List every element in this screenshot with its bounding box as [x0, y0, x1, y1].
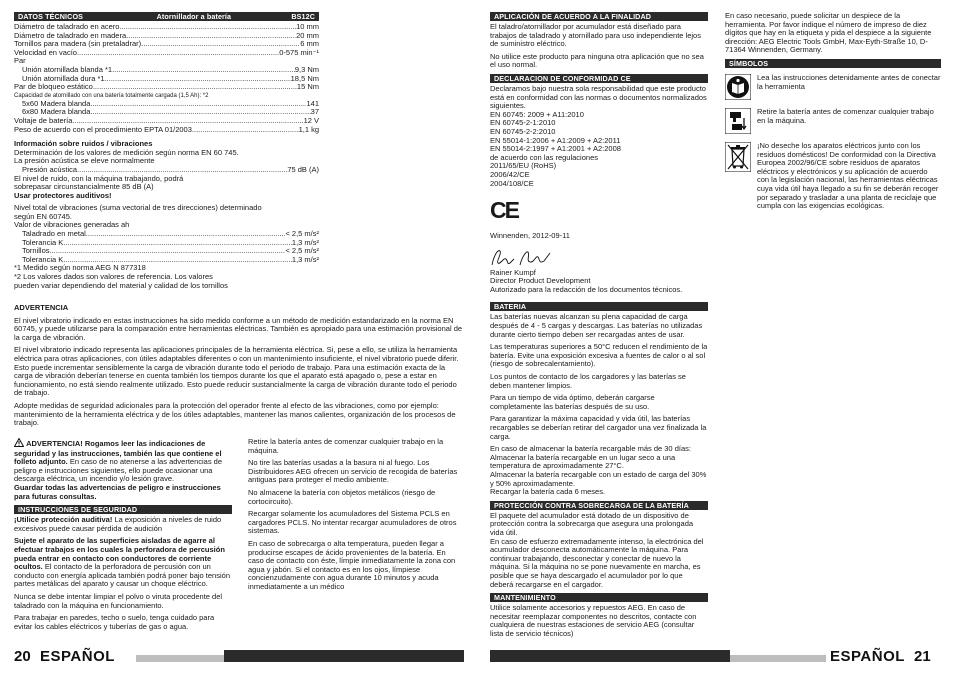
safety-paragraph: Sujete el aparato de las superficies aisladas de agarre al efectuar trabajos en los cuales la perforadora de percusión pueda entrar en contacto con conductores de corriente ocultos. El contacto de la perforadora de percusión con un conducto con energía aplicada también podrá poner bajo tensión partes metálicas del aparato y causar un choque eléctrico.	[14, 536, 230, 589]
spec-row: Peso de acuerdo con el procedimiento EPTA 01/2003 ..... 1,1 kg	[14, 126, 319, 135]
battery-paragraph: Almacenar la batería recargable en un lugar seco a una temperatura de aproximadamente 27°C.	[490, 452, 676, 471]
safety-paragraph: No almacene la batería con objetos metálicos (riesgo de cortocircuito).	[248, 487, 436, 506]
advice-title: ADVERTENCIA	[14, 303, 69, 312]
safety-paragraph: Para trabajar en paredes, techo o suelo, tenga cuidado para evitar los cables eléctricos y tuberías de gas o agua.	[14, 613, 215, 631]
advice-paragraph: El nivel vibratorio indicado representa las aplicaciones principales de la herramienta eléctrica. Si, pese a ello, se utiliza la herramienta eléctrica para otras aplicaciones, con útiles adaptables diferentes o con un mantenimiento insuficiente, el nivel vibratorio puede diferir. Esto puede incrementar sensiblemente la carga de vibración durante todo el periodo de trabajo. Para una estimación exacta de la carga de vibración deberían tenerse en cuenta también los tiempos durante los que el aparato está apagado o, pese a estar en funcionamiento, no está siendo realmente utilizado. Esto puede reducir sustancialmente la carga de vibración durante todo el periodo de trabajo.	[14, 345, 459, 398]
ce-mark: CE	[490, 197, 518, 224]
page-language: ESPAÑOL	[40, 648, 115, 665]
footnote: *2 Los valores dados son valores de referencia. Los valores pueden variar dependiendo del material y calidad de los tornillos	[14, 272, 228, 290]
application-header: APLICACIÓN DE ACUERDO A LA FINALIDAD	[490, 12, 708, 21]
signature	[490, 247, 708, 269]
noise-text: La presión acústica se eleve normalmente	[14, 156, 155, 166]
safety-column	[14, 438, 232, 635]
standard-line: EN 60745-2-2:2010	[490, 126, 556, 136]
safety-paragraph: No tire las baterías usadas a la basura ni al fuego. Los Distribuidores AEG ofrecen un servicio de recogida de baterías antiguas para proteger el medio ambiente.	[248, 458, 458, 485]
application-paragraph: El taladro/atornillador por acumulador está diseñado para trabajos de taladrado y atornillado para uso independiente lejos de suministro eléctrico.	[490, 22, 701, 49]
spec-row: Unión atornillada blanda *1 ..... 9,3 Nm	[14, 66, 319, 75]
signer-title: Director Product Development	[490, 276, 591, 286]
battery-header: BATERIA	[490, 302, 708, 311]
maintenance-paragraph: Utilice solamente accesorios y repuestos AEG. En caso de necesitar reemplazar componentes no descritos, contacte con cualquiera de nuestras estaciones de servicio AEG (consultar lista de servicio técnicos)	[490, 603, 697, 638]
maintenance-header: MANTENIMIENTO	[490, 593, 708, 602]
right-column-2	[725, 12, 941, 219]
tech-data-header: DATOS TÉCNICOS Atornillador a batería BS12C	[14, 12, 319, 21]
conformity-header: DECLARACION DE CONFORMIDAD CE	[490, 74, 708, 83]
symbol-description: ¡No deseche los aparatos eléctricos junto con los residuos domésticos! De conformidad con la Directiva Europea 2002/96/CE sobre residuos de aparatos eléctricos y electrónicos y su aplicación de acuerdo con la legislación nacional, las herramientas eléctricas cuya vida útil haya llegado a su fin se deberán recoger por separado y trasladar a una planta de reciclaje que cumpla con las exigencias ecológicas.	[757, 140, 939, 211]
spec-row: Taladrado en metal ..... < 2,5 m/s²	[14, 230, 319, 239]
spec-row: Diámetro de taladrado en madera ..... 20 mm	[14, 32, 319, 41]
spec-row: 5x60 Madera blanda ..... 141	[14, 100, 319, 109]
battery-paragraph: Los puntos de contacto de los cargadores y las baterías se deben mantener limpios.	[490, 372, 686, 390]
standard-line: de acuerdo con las regulaciones	[490, 152, 598, 162]
spec-row: Unión atornillada dura *1 ..... 18,5 Nm	[14, 75, 319, 84]
battery-paragraph: Para un tiempo de vida óptimo, deberán cargarse completamente las baterías después de su uso.	[490, 393, 655, 411]
advice-paragraph: El nivel vibratorio indicado en estas instrucciones ha sido medido conforme a un método de medición estandarizado en la norma EN 60745, y puede utilizarse para la comparación entre herramientas eléctricas. También es apropiado para una estimación provisional de la carga de vibración.	[14, 315, 463, 342]
footer-bar-dark	[224, 650, 464, 662]
symbol-row	[725, 142, 941, 211]
warning-block: ADVERTENCIA! Rogamos leer las indicaciones de seguridad y las instrucciones, también las que contiene el folleto adjunto. En caso de no atenerse a las advertencias de peligro e instrucciones siguientes, ello puede ocasionar una descarga eléctrica, un incendio y/o lesión grave. Guardar todas las advertencias de peligro e instrucciones para futuras consultas.	[14, 439, 223, 501]
spec-row: Tolerancia K ..... 1,3 m/s²	[14, 239, 319, 248]
par-label: Par	[14, 56, 26, 66]
spec-row: Diámetro de taladrado en acero ..... 10 mm	[14, 23, 319, 32]
noise-text: Determinación de los valores de medición según norma EN 60 745.	[14, 147, 239, 157]
spec-row: 6x80 Madera blanda ..... 37	[14, 108, 319, 117]
noise-warning: Usar protectores auditivos!	[14, 190, 112, 200]
safety-paragraph: En caso de sobrecarga o alta temperatura, pueden llegar a producirse escapes de ácido provenientes de la batería. En caso de contacto con éste, límpie inmediatamente la zona con agua y jabón. Si el contacto es en los ojos, límpiese concienzudamente con agua durante 10 minutos y acuda inmediatamente a un médico	[248, 538, 456, 591]
conformity-paragraph: Declaramos bajo nuestra sola responsabilidad que este producto está en conformidad con las normas o documentos normalizados siguientes.	[490, 83, 707, 111]
application-paragraph: No utilice este producto para ninguna otra aplicación que no sea el uso normal.	[490, 51, 704, 70]
safety-paragraph: Nunca se debe intentar limpiar el polvo o viruta procedente del taladrado con la máquina en funcionamiento.	[14, 591, 223, 610]
footer-bar	[730, 655, 826, 662]
spec-row: Par de bloqueo estático ..... 15 Nm	[14, 83, 319, 92]
standard-line: 2011/65/EU (RoHS)	[490, 161, 557, 171]
overload-paragraph: El paquete del acumulador está dotado de un dispositivo de protección contra la sobrecarga que asegura una prolongada vida útil.	[490, 510, 694, 537]
left-column-specs	[14, 12, 319, 290]
battery-paragraph: Almacenar la batería recargable con un estado de carga del 30% y 50% aproximadamente.	[490, 469, 707, 488]
standard-line: EN 55014-2:1997 + A1:2001 + A2:2008	[490, 144, 621, 154]
symbol-description: Retire la batería antes de comenzar cualquier trabajo en la máquina.	[757, 106, 934, 125]
right-page-footer	[490, 648, 940, 665]
battery-paragraph: Para garantizar la máxima capacidad y vida útil, las baterías recargables se deberían retirar del cargador una vez finalizada la carga.	[490, 414, 707, 441]
safety-paragraph: ¡Utilice protección auditiva! La exposición a niveles de ruido excesivos puede causar pérdida de audición	[14, 515, 222, 533]
declaration-date: Winnenden, 2012-09-11	[490, 231, 570, 241]
footnote: *1 Medido según norma AEG N 877318	[14, 263, 146, 273]
signer-authorization: Autorizado para la redacción de los documentos técnicos.	[490, 284, 683, 294]
spec-row: Tornillos para madera (sin pretaladrar) ..... 6 mm	[14, 40, 319, 49]
vibration-text: Valor de vibraciones generadas ah	[14, 220, 130, 230]
right-column-1	[490, 12, 708, 642]
noise-title: Información sobre ruidos / vibraciones	[14, 139, 153, 149]
safety-paragraph: Recargar solamente los acumuladores del Sistema PCLS en cargadores PCLS. No intentar recargar acumuladores de otros sistemas.	[248, 509, 457, 536]
spec-row: Presión acústica ..... 75 dB (A)	[14, 166, 319, 175]
advice-paragraph: Adopte medidas de seguridad adicionales para la protección del operador frente al efecto de las vibraciones, como por ejemplo: mantenimiento de la herramienta eléctrica y de los útiles adaptables, mantener las manos calientes, organización de los procesos de trabajo.	[14, 400, 456, 428]
standard-line: EN 55014-1:2006 + A1:2009 + A2:2011	[490, 135, 621, 145]
signer-name: Rainer Kumpf	[490, 267, 536, 277]
standard-line: EN 60745: 2009 + A11:2010	[490, 109, 584, 119]
safety-paragraph: Retire la batería antes de comenzar cualquier trabajo en la máquina.	[248, 437, 444, 455]
spare-parts-paragraph: En caso necesario, puede solicitar un despiece de la herramienta. Por favor indique el número de impreso de diez dígitos que hay en la etiqueta y pida el despiece a la siguiente dirección: AEG Electric Tools GmbH, Max-Eyth-Straße 10, D-71364 Winnenden, Germany.	[725, 11, 932, 55]
read-manual-icon	[725, 74, 751, 100]
page-number: 20	[14, 648, 31, 665]
battery-paragraph: En caso de almacenar la batería recargable más de 30 días:	[490, 444, 691, 454]
noise-text: El nivel de ruido, con la máquina trabajando, podrá sobrepasar circunstancialmente 85 dB (A)	[14, 173, 184, 192]
symbol-row	[725, 108, 941, 134]
page-language: ESPAÑOL	[830, 648, 905, 665]
standard-line: EN 60745-2-1:2010	[490, 118, 556, 128]
spec-row: Tornillos ..... < 2,5 m/s²	[14, 247, 319, 256]
overload-header: PROTECCIÓN CONTRA SOBRECARGA DE LA BATERÍA	[490, 501, 708, 510]
spec-row: Tolerancia K ..... 1,3 m/s²	[14, 256, 319, 265]
page-number: 21	[914, 648, 931, 665]
symbols-header: SÍMBOLOS	[725, 59, 941, 68]
left-page-footer	[14, 648, 464, 665]
remove-battery-icon	[725, 108, 751, 134]
vibration-text: Nivel total de vibraciones (suma vectorial de tres direcciones) determinado según EN 60745.	[14, 203, 262, 221]
overload-paragraph: En caso de esfuerzo extremadamente intenso, la electrónica del acumulador desconecta automáticamente la máquina. Para continuar trabajando, desconectar y conectar de nuevo la máquina. Si la máquina no se pone nuevamente en marcha, es posible que se haya descargado el acumulador por lo que deberá recargarse en el cargador.	[490, 536, 704, 589]
standard-line: 2006/42/CE	[490, 169, 530, 179]
battery-safety-column	[248, 438, 460, 596]
vibration-advice	[14, 304, 464, 432]
symbol-row	[725, 74, 941, 100]
spec-row: Velocidad en vacío ..... 0-575 min⁻¹	[14, 49, 319, 58]
symbol-description: Lea las instrucciones detenidamente antes de conectar la herramienta	[757, 72, 941, 91]
battery-paragraph: Las baterías nuevas alcanzan su plena capacidad de carga después de 4 - 5 cargas y descargas. Las baterías no utilizadas durante cierto tiempo deben ser recargadas antes de usar.	[490, 312, 703, 339]
safety-header: INSTRUCCIONES DE SEGURIDAD	[14, 505, 232, 514]
battery-paragraph: Las temperaturas superiores a 50°C reducen el rendimiento de la batería. Evite una exposición excesiva a fuentes de calor o al sol (riesgo de sobrecalentamiento).	[490, 342, 708, 369]
standard-line: 2004/108/CE	[490, 178, 534, 188]
battery-paragraph: Recargar la batería cada 6 meses.	[490, 487, 606, 497]
footer-bar-dark	[490, 650, 730, 662]
capacity-note: Capacidad de atornillado con una batería totalmente cargada (1,5 Ah): *2	[14, 92, 209, 99]
spec-list	[14, 23, 319, 134]
spec-row: Voltaje de batería ..... 12 V	[14, 117, 319, 126]
weee-bin-icon	[725, 142, 751, 172]
